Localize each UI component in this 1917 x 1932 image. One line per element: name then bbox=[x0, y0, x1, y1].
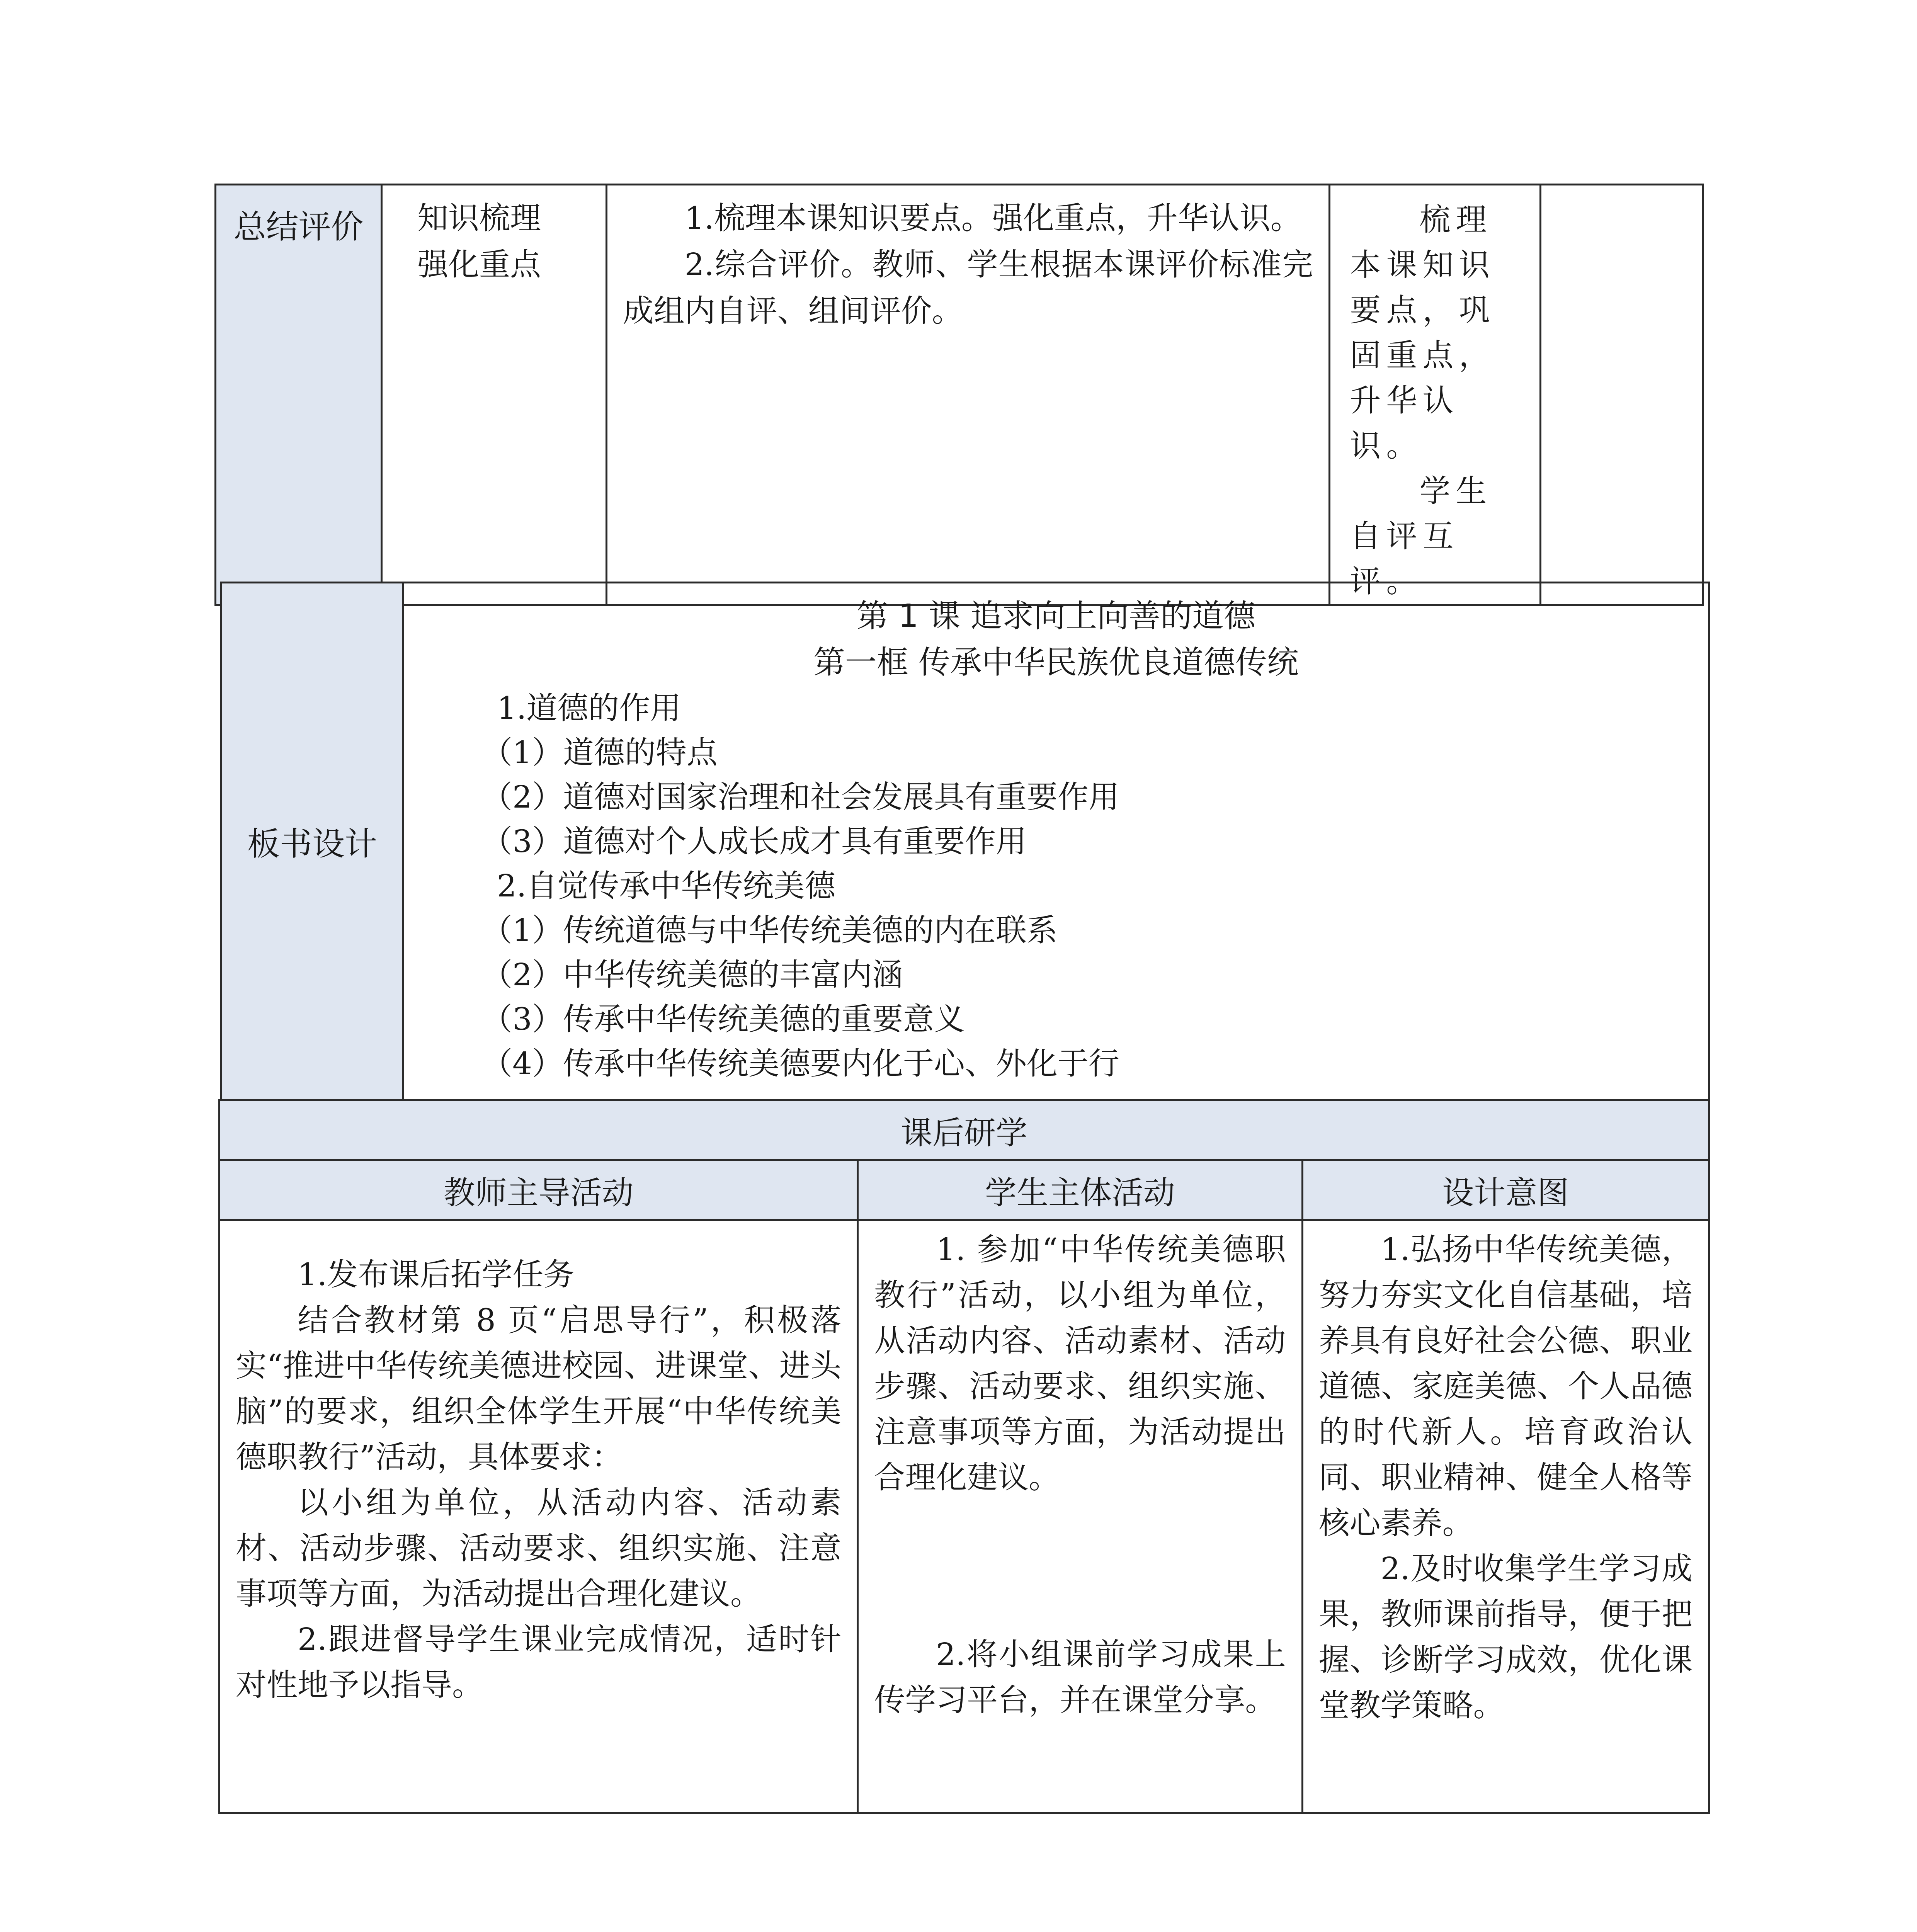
column-header-intent: 设计意图 bbox=[1302, 1160, 1709, 1220]
summary-empty-cell bbox=[1541, 185, 1703, 605]
summary-evaluation-table bbox=[214, 184, 1704, 606]
summary-student-paragraph: 梳理本课知识要点，巩固重点，升华认识。 bbox=[1350, 202, 1495, 464]
board-item: （3）道德对个人成长成才具有重要作用 bbox=[481, 823, 1027, 859]
teacher-activity-paragraph: 以小组为单位，从活动内容、活动素材、活动步骤、活动要求、组织实施、注意事项等方面，为活动提出合理化建议。 bbox=[236, 1485, 842, 1612]
summary-teacher-cell bbox=[606, 185, 1330, 605]
teacher-activity-paragraph: 2.跟进督导学生课业完成情况，适时针对性地予以指导。 bbox=[236, 1621, 842, 1703]
summary-teacher-paragraph: 2.综合评价。教师、学生根据本课评价标准完成组内自评、组间评价。 bbox=[623, 247, 1313, 329]
board-item: （1）传统道德与中华传统美德的内在联系 bbox=[481, 912, 1058, 948]
teacher-activity-paragraph: 1.发布课后拓学任务 bbox=[298, 1257, 575, 1293]
design-intent-paragraph: 2.及时收集学生学习成果，教师课前指导，便于把握、诊断学习成效，优化课堂教学策略。 bbox=[1318, 1551, 1692, 1723]
design-intent-cell bbox=[1302, 1220, 1709, 1813]
board-design-table bbox=[220, 582, 1710, 1101]
teacher-activity-cell bbox=[219, 1220, 858, 1813]
after-class-table bbox=[218, 1099, 1710, 1814]
table-header-row bbox=[219, 1160, 1709, 1220]
summary-focus-cell bbox=[381, 185, 606, 605]
board-item: （3）传承中华传统美德的重要意义 bbox=[481, 1001, 965, 1037]
table-row bbox=[216, 185, 1703, 605]
board-item: （1）道德的特点 bbox=[481, 735, 718, 770]
board-item: （2）道德对国家治理和社会发展具有重要作用 bbox=[481, 779, 1119, 815]
summary-teacher-paragraph: 1.梳理本课知识要点。强化重点，升华认识。 bbox=[684, 200, 1301, 236]
student-activity-cell bbox=[858, 1220, 1302, 1813]
table-row bbox=[219, 1220, 1709, 1813]
board-item: （4）传承中华传统美德要内化于心、外化于行 bbox=[481, 1046, 1119, 1082]
summary-focus-line: 知识梳理 bbox=[417, 200, 541, 236]
student-activity-paragraph: 2.将小组课前学习成果上传学习平台，并在课堂分享。 bbox=[874, 1636, 1286, 1718]
board-content-cell bbox=[403, 583, 1709, 1100]
summary-label: 总结评价 bbox=[216, 185, 382, 605]
table-row bbox=[221, 583, 1709, 1100]
column-header-teacher: 教师主导活动 bbox=[219, 1160, 858, 1220]
board-frame-title: 第一框 传承中华民族优良道德传统 bbox=[813, 644, 1299, 681]
column-header-student: 学生主体活动 bbox=[858, 1160, 1302, 1220]
table-row bbox=[219, 1100, 1709, 1160]
summary-student-cell bbox=[1330, 185, 1541, 605]
summary-focus-line: 强化重点 bbox=[417, 247, 541, 282]
board-item: 1.道德的作用 bbox=[497, 690, 681, 726]
board-label: 板书设计 bbox=[221, 583, 403, 1100]
after-class-title: 课后研学 bbox=[219, 1100, 1709, 1160]
board-lesson-title: 第 1 课 追求向上向善的道德 bbox=[856, 598, 1256, 634]
board-item: 2.自觉传承中华传统美德 bbox=[497, 868, 836, 904]
design-intent-paragraph: 1.弘扬中华传统美德，努力夯实文化自信基础，培养具有良好社会公德、职业道德、家庭美德、个人品德的时代新人。培育政治认同、职业精神、健全人格等核心素养。 bbox=[1318, 1231, 1692, 1541]
student-activity-paragraph: 1. 参加“中华传统美德职教行”活动，以小组为单位，从活动内容、活动素材、活动步骤、活动要求、组织实施、注意事项等方面，为活动提出合理化建议。 bbox=[874, 1231, 1286, 1495]
board-item: （2）中华传统美德的丰富内涵 bbox=[481, 957, 903, 993]
teacher-activity-paragraph: 结合教材第 8 页“启思导行”，积极落实“推进中华传统美德进校园、进课堂、进头脑”的要求，组织全体学生开展“中华传统美德职教行”活动，具体要求： bbox=[236, 1302, 842, 1475]
summary-student-paragraph: 学生自评互评。 bbox=[1350, 473, 1492, 599]
